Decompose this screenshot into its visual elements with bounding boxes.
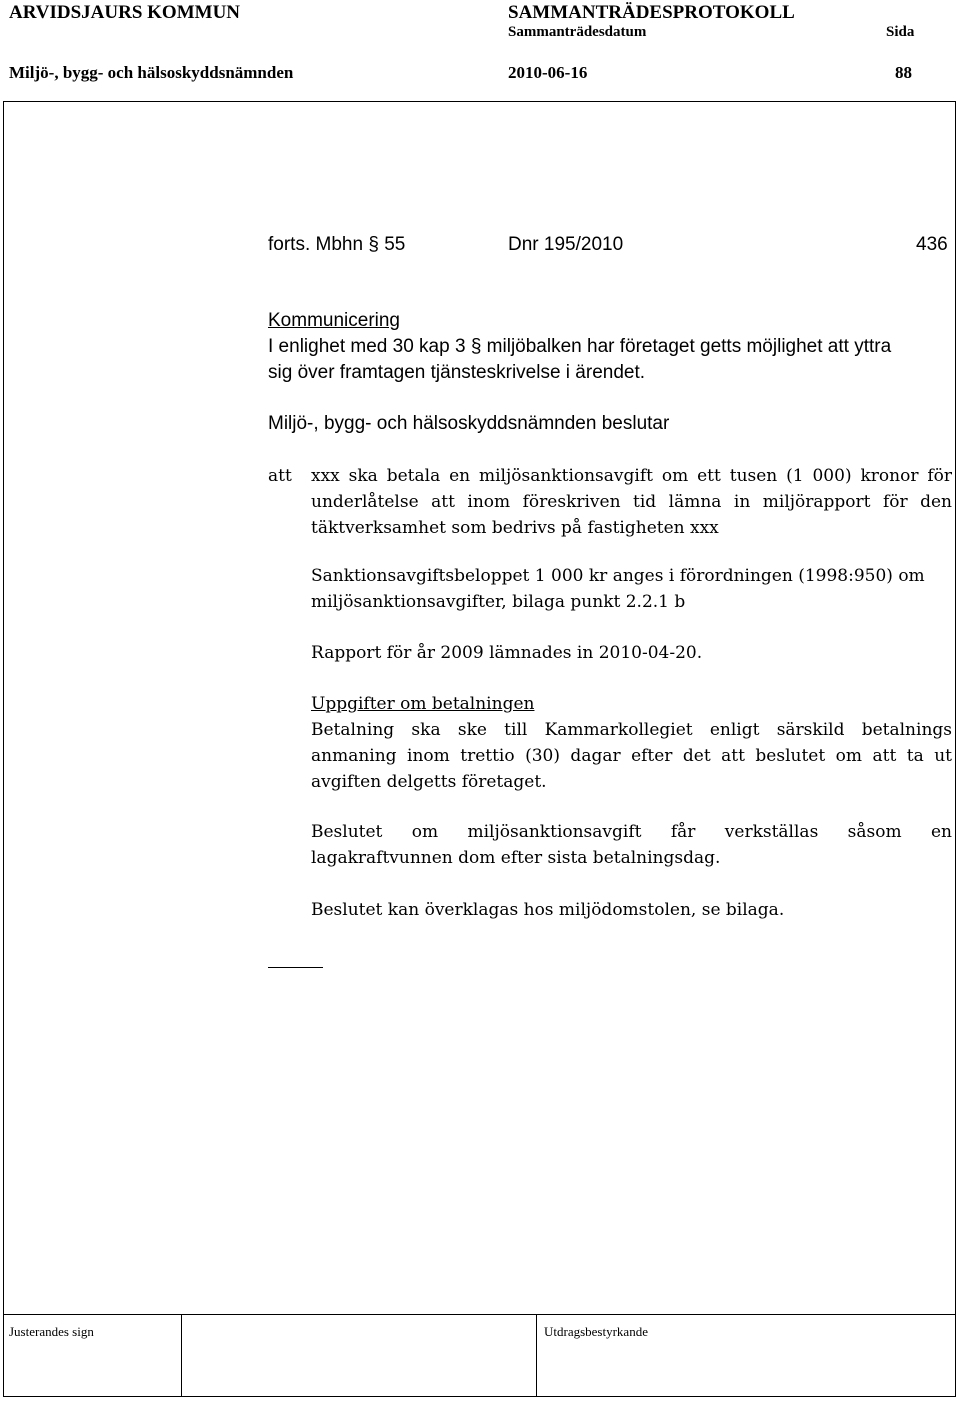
adjuster-sign-label: Justerandes sign <box>9 1324 94 1339</box>
diary-number: Dnr 195/2010 <box>508 234 624 255</box>
meeting-date: 2010-06-16 <box>508 63 588 82</box>
section-symbol: § <box>368 234 379 255</box>
certifier-label: Utdragsbestyrkande <box>544 1324 648 1339</box>
document-title: SAMMANTRÄDESPROTOKOLL <box>508 2 795 23</box>
committee-name: Miljö-, bygg- och hälsoskyddsnämnden <box>9 63 294 82</box>
page-label: Sida <box>886 24 915 40</box>
decision-heading: Miljö-, bygg- och hälsoskyddsnämnden beslutar <box>268 413 670 434</box>
communication-line-1-end: miljöbalken har företaget getts möjlighet att yttra <box>486 336 892 357</box>
case-number: 55 <box>384 234 406 255</box>
communication-line-1-start: I enlighet med 30 kap 3 <box>268 336 466 357</box>
communication-line-2: sig över framtagen tjänsteskrivelse i ärendet. <box>268 362 646 383</box>
report-text: Rapport för år 2009 lämnades in 2010-04-20. <box>311 643 703 663</box>
payment-text: Betalning ska ske till Kammarkollegiet enligt särskild betalnings anmaning inom trettio (30) dagar efter det att beslutet om att ta ut avgiften delgetts företaget. <box>311 720 952 792</box>
footer-column-divider-1 <box>181 1314 182 1397</box>
end-separator <box>268 967 323 968</box>
appeal-text: Beslutet kan överklagas hos miljödomstolen, se bilaga. <box>311 900 785 920</box>
case-reference <box>268 232 405 258</box>
enforcement-text: Beslutet om miljösanktionsavgift får verkställas såsom en lagakraftvunnen dom efter sista betalningsdag. <box>311 822 952 868</box>
case-prefix: forts. Mbhn <box>268 234 364 255</box>
section-symbol: § <box>470 336 482 357</box>
communication-heading: Kommunicering <box>268 310 400 331</box>
payment-heading: Uppgifter om betalningen <box>311 694 535 714</box>
communication-line-1 <box>268 334 952 360</box>
page-number: 88 <box>895 63 912 82</box>
att-text: xxx ska betala en miljösanktionsavgift om ett tusen (1 000) kronor för underlåtelse att inom föreskriven tid lämna in miljörapport för den täktverksamhet som bedrivs på fastigheten xxx <box>311 466 952 538</box>
case-code: 436 <box>916 234 948 255</box>
footer-column-divider-2 <box>536 1314 537 1397</box>
municipality-name: ARVIDSJAURS KOMMUN <box>9 2 241 23</box>
meeting-date-label: Sammanträdesdatum <box>508 24 647 40</box>
footer-divider <box>3 1314 956 1315</box>
sanction-amount-text: Sanktionsavgiftsbeloppet 1 000 kr anges i förordningen (1998:950) om miljösanktionsavgifter, bilaga punkt 2.2.1 b <box>311 566 925 612</box>
att-label: att <box>268 466 292 486</box>
